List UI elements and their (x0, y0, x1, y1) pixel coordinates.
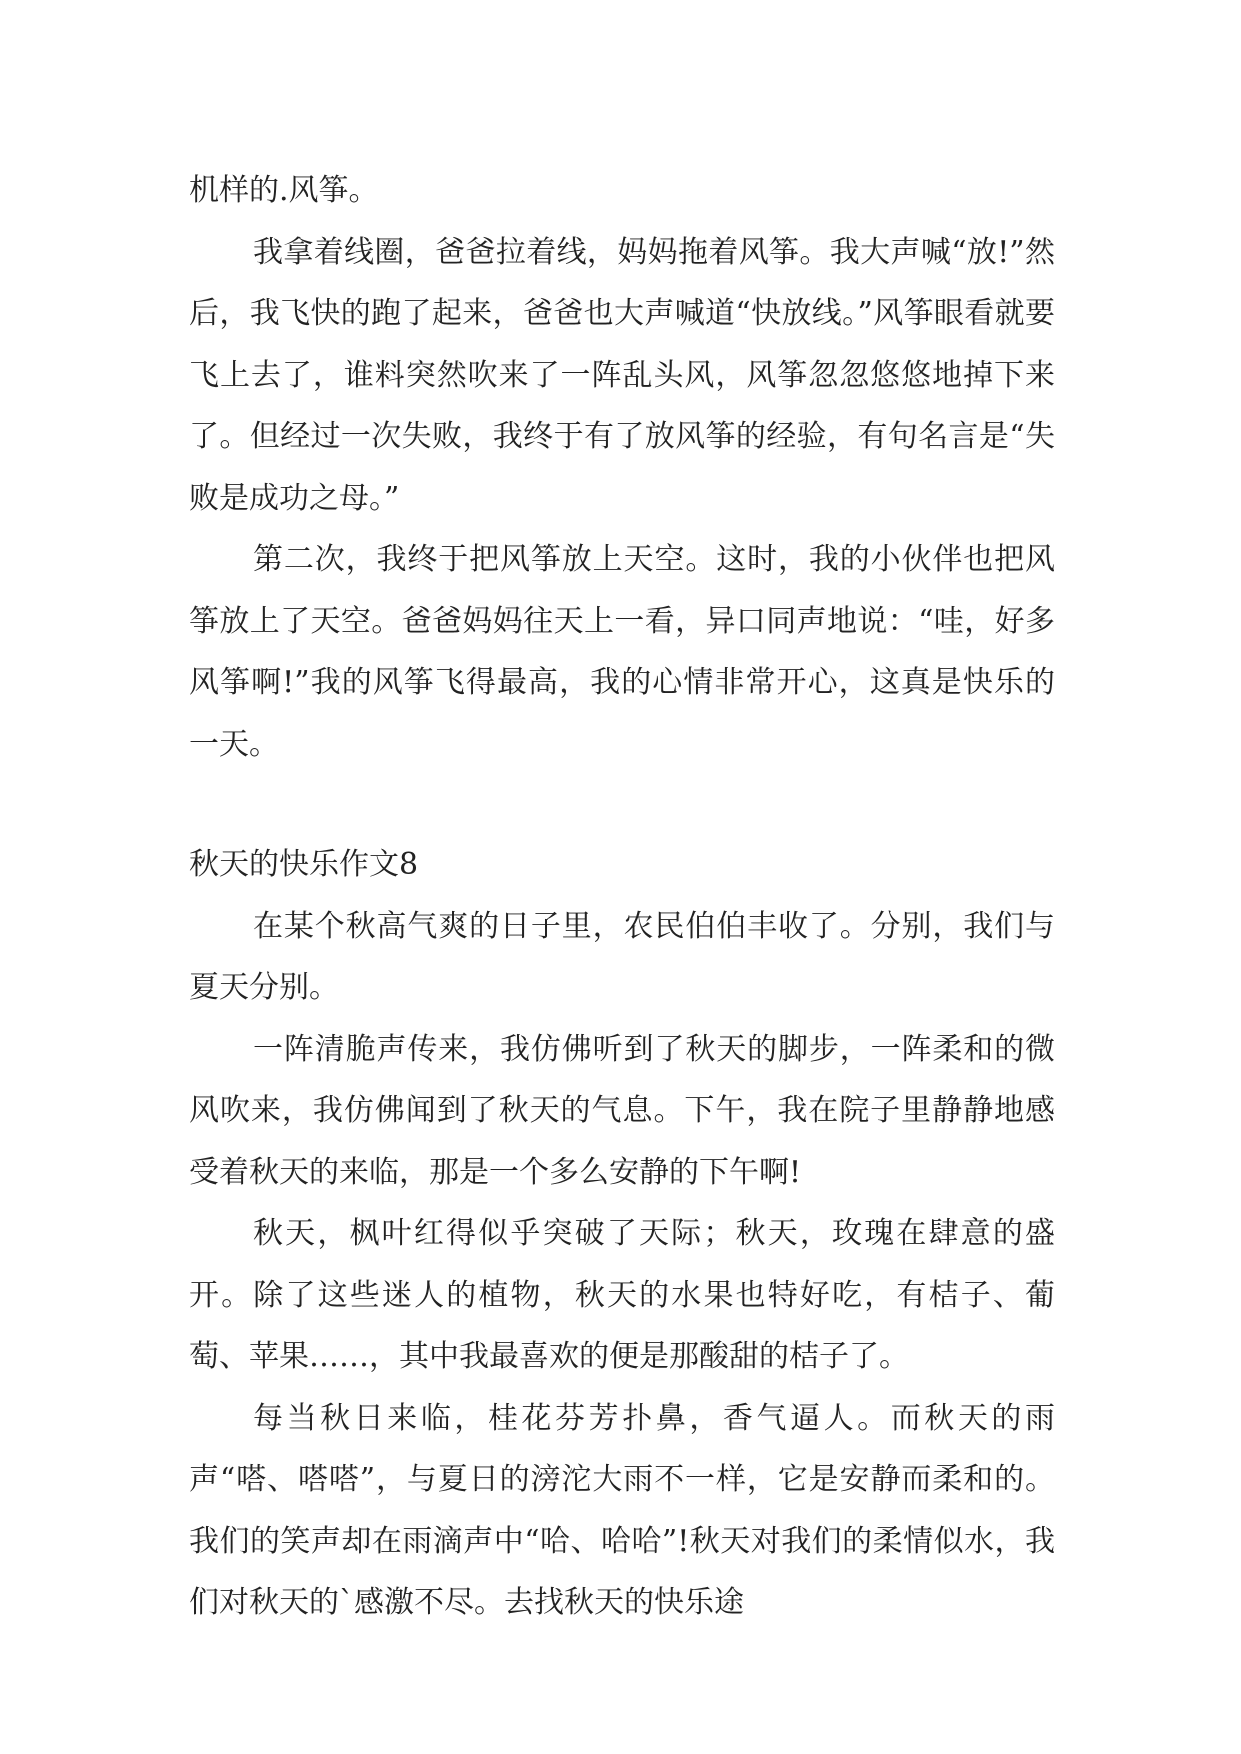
document-page (189, 160, 1055, 1634)
paragraph-kite-first-try: 我拿着线圈，爸爸拉着线，妈妈拖着风筝。我大声喊“放!”然后，我飞快的跑了起来，爸爸也大声喊道“快放线。”风筝眼看就要飞上去了，谁料突然吹来了一阵乱头风，风筝忽忽悠悠地掉下来了。但经过一次失败，我终于有了放风筝的经验，有句名言是“失败是成功之母。” (189, 234, 1055, 516)
paragraph-kite-second-try: 第二次，我终于把风筝放上天空。这时，我的小伙伴也把风筝放上了天空。爸爸妈妈往天上一看，异口同声地说：“哇，好多风筝啊!”我的风筝飞得最高，我的心情非常开心，这真是快乐的一天。 (189, 542, 1055, 762)
paragraph-maple-leaves: 秋天，枫叶红得似乎突破了天际；秋天，玫瑰在肆意的盛开。除了这些迷人的植物，秋天的水果也特好吃，有桔子、葡萄、苹果……，其中我最喜欢的便是那酸甜的桔子了。 (189, 1216, 1055, 1374)
paragraph-continuation: 机样的.风筝。 (189, 173, 379, 208)
paragraph-autumn-rain: 每当秋日来临，桂花芬芳扑鼻，香气逼人。而秋天的雨声“嗒、嗒嗒”，与夏日的滂沱大雨不一样，它是安静而柔和的。我们的笑声却在雨滴声中“哈、哈哈”!秋天对我们的柔情似水，我们对秋天的`感激不尽。去找秋天的快乐途 (189, 1400, 1055, 1620)
essay-heading: 秋天的快乐作文8 (189, 847, 419, 882)
paragraph-autumn-breeze: 一阵清脆声传来，我仿佛听到了秋天的脚步，一阵柔和的微风吹来，我仿佛闻到了秋天的气息。下午，我在院子里静静地感受着秋天的来临，那是一个多么安静的下午啊! (189, 1031, 1055, 1190)
paragraph-harvest: 在某个秋高气爽的日子里，农民伯伯丰收了。分别，我们与夏天分别。 (189, 908, 1055, 1005)
section-gap (189, 775, 1055, 834)
